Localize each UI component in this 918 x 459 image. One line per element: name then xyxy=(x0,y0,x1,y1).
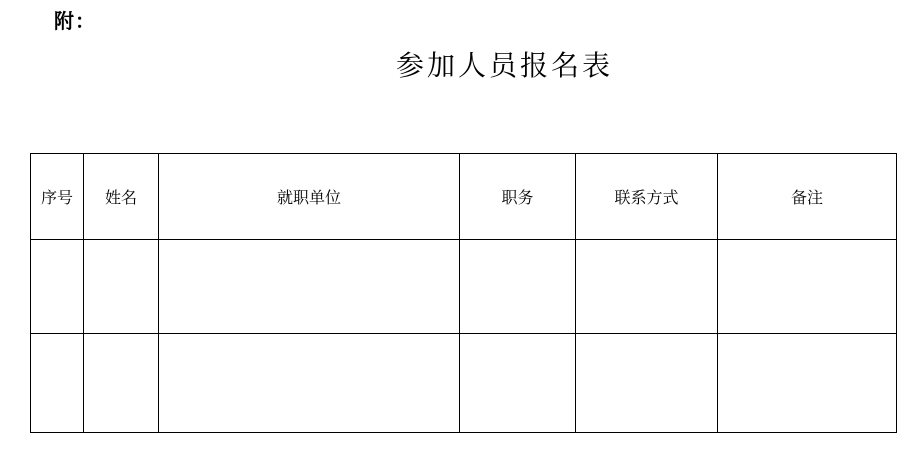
cell-name[interactable] xyxy=(84,334,159,433)
header-remarks: 备注 xyxy=(718,154,897,240)
attachment-label: 附： xyxy=(54,11,96,33)
header-position: 职务 xyxy=(460,154,576,240)
cell-contact[interactable] xyxy=(576,240,718,334)
header-serial-number: 序号 xyxy=(31,154,84,240)
cell-remarks[interactable] xyxy=(718,334,897,433)
table-header-row xyxy=(31,154,897,240)
cell-serial-number[interactable] xyxy=(31,240,84,334)
cell-employer[interactable] xyxy=(159,334,460,433)
cell-position[interactable] xyxy=(460,240,576,334)
header-contact: 联系方式 xyxy=(576,154,718,240)
table-row xyxy=(31,240,897,334)
registration-table xyxy=(30,153,897,433)
page-title: 参加人员报名表 xyxy=(396,51,614,82)
header-name: 姓名 xyxy=(84,154,159,240)
cell-remarks[interactable] xyxy=(718,240,897,334)
header-employer: 就职单位 xyxy=(159,154,460,240)
cell-name[interactable] xyxy=(84,240,159,334)
cell-position[interactable] xyxy=(460,334,576,433)
cell-contact[interactable] xyxy=(576,334,718,433)
table-row xyxy=(31,334,897,433)
cell-serial-number[interactable] xyxy=(31,334,84,433)
cell-employer[interactable] xyxy=(159,240,460,334)
